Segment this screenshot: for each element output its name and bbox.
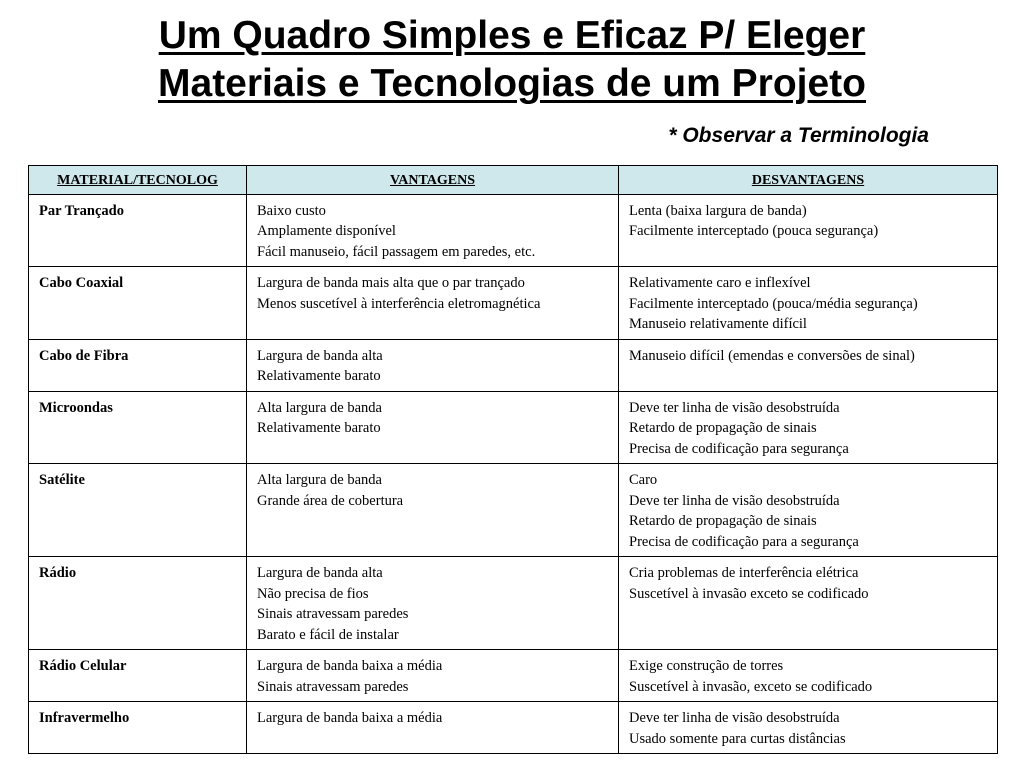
vantagens-cell: [247, 267, 619, 340]
subtitle: * Observar a Terminologia: [668, 124, 929, 147]
desvantagens-item: Suscetível à invasão exceto se codificado: [629, 585, 869, 602]
desvantagens-item: Usado somente para curtas distâncias: [629, 730, 846, 747]
desvantagens-cell: [619, 267, 998, 340]
vantagens-cell: [247, 650, 619, 702]
desvantagens-item: Lenta (baixa largura de banda): [629, 202, 807, 219]
table-body: [29, 194, 998, 754]
vantagens-item: Grande área de cobertura: [257, 492, 404, 509]
title-line-1: [0, 12, 1024, 60]
table-row: [29, 267, 998, 340]
table-row: [29, 702, 998, 754]
desvantagens-cell: [619, 194, 998, 267]
desvantagens-cell: [619, 339, 998, 391]
vantagens-item: Largura de banda baixa a média: [257, 658, 443, 674]
vantagens-item: Amplamente disponível: [257, 223, 396, 239]
title-line-2-text: Materiais e Tecnologias de um Projeto: [158, 62, 866, 105]
vantagens-item: Largura de banda baixa a média: [257, 710, 443, 726]
slide-title: [0, 12, 1024, 108]
vantagens-cell: [247, 194, 619, 267]
material-cell: Cabo Coaxial: [29, 267, 247, 340]
table-row: [29, 194, 998, 267]
vantagens-item: Não precisa de fios: [257, 585, 369, 602]
desvantagens-item: Deve ter linha de visão desobstruída: [629, 399, 840, 416]
material-cell: Rádio Celular: [29, 650, 247, 702]
desvantagens-item: Exige construção de torres: [629, 658, 784, 674]
vantagens-item: Baixo custo: [257, 202, 326, 219]
table-row: [29, 650, 998, 702]
desvantagens-item: Retardo de propagação de sinais: [629, 420, 817, 436]
vantagens-item: Relativamente barato: [257, 368, 381, 384]
vantagens-item: Barato e fácil de instalar: [257, 626, 399, 643]
desvantagens-item: Suscetível à invasão, exceto se codificado: [629, 678, 873, 695]
desvantagens-item: Manuseio relativamente difícil: [629, 316, 807, 332]
desvantagens-item: Retardo de propagação de sinais: [629, 513, 817, 529]
vantagens-item: Relativamente barato: [257, 420, 381, 436]
vantagens-item: Sinais atravessam paredes: [257, 606, 409, 622]
material-cell: Cabo de Fibra: [29, 339, 247, 391]
vantagens-item: Largura de banda mais alta que o par trançado: [257, 275, 525, 291]
material-cell: Microondas: [29, 391, 247, 464]
vantagens-item: Largura de banda alta: [257, 347, 383, 364]
desvantagens-item: Precisa de codificação para a segurança: [629, 533, 859, 550]
vantagens-item: Fácil manuseio, fácil passagem em paredes, etc.: [257, 243, 536, 260]
desvantagens-item: Deve ter linha de visão desobstruída: [629, 710, 840, 726]
title-line-2: [0, 60, 1024, 108]
comparison-table: [28, 165, 998, 754]
desvantagens-cell: [619, 557, 998, 650]
table-row: [29, 391, 998, 464]
vantagens-cell: [247, 464, 619, 557]
table-header-row: [29, 166, 998, 195]
table-row: [29, 557, 998, 650]
vantagens-item: Largura de banda alta: [257, 565, 383, 581]
table-row: [29, 339, 998, 391]
table-row: [29, 464, 998, 557]
desvantagens-cell: [619, 391, 998, 464]
header-desvantagens: DESVANTAGENS: [619, 166, 998, 195]
desvantagens-item: Precisa de codificação para segurança: [629, 440, 849, 457]
material-cell: Rádio: [29, 557, 247, 650]
desvantagens-item: Facilmente interceptado (pouca segurança): [629, 223, 879, 239]
vantagens-item: Alta largura de banda: [257, 399, 382, 416]
vantagens-item: Alta largura de banda: [257, 472, 382, 488]
vantagens-cell: [247, 702, 619, 754]
desvantagens-item: Facilmente interceptado (pouca/média segurança): [629, 295, 918, 312]
vantagens-item: Menos suscetível à interferência eletromagnética: [257, 295, 541, 312]
material-cell: Infravermelho: [29, 702, 247, 754]
desvantagens-item: Deve ter linha de visão desobstruída: [629, 492, 840, 509]
desvantagens-cell: [619, 650, 998, 702]
vantagens-cell: [247, 557, 619, 650]
header-vantagens: VANTAGENS: [247, 166, 619, 195]
vantagens-cell: [247, 391, 619, 464]
desvantagens-item: Caro: [629, 472, 658, 488]
desvantagens-cell: [619, 702, 998, 754]
desvantagens-cell: [619, 464, 998, 557]
desvantagens-item: Cria problemas de interferência elétrica: [629, 565, 859, 581]
vantagens-item: Sinais atravessam paredes: [257, 678, 409, 695]
header-material: MATERIAL/TECNOLOG: [29, 166, 247, 195]
material-cell: Par Trançado: [29, 194, 247, 267]
desvantagens-item: Manuseio difícil (emendas e conversões de sinal): [629, 347, 915, 364]
material-cell: Satélite: [29, 464, 247, 557]
vantagens-cell: [247, 339, 619, 391]
title-line-1-text: Um Quadro Simples e Eficaz P/ Eleger: [158, 14, 866, 57]
desvantagens-item: Relativamente caro e inflexível: [629, 275, 811, 291]
